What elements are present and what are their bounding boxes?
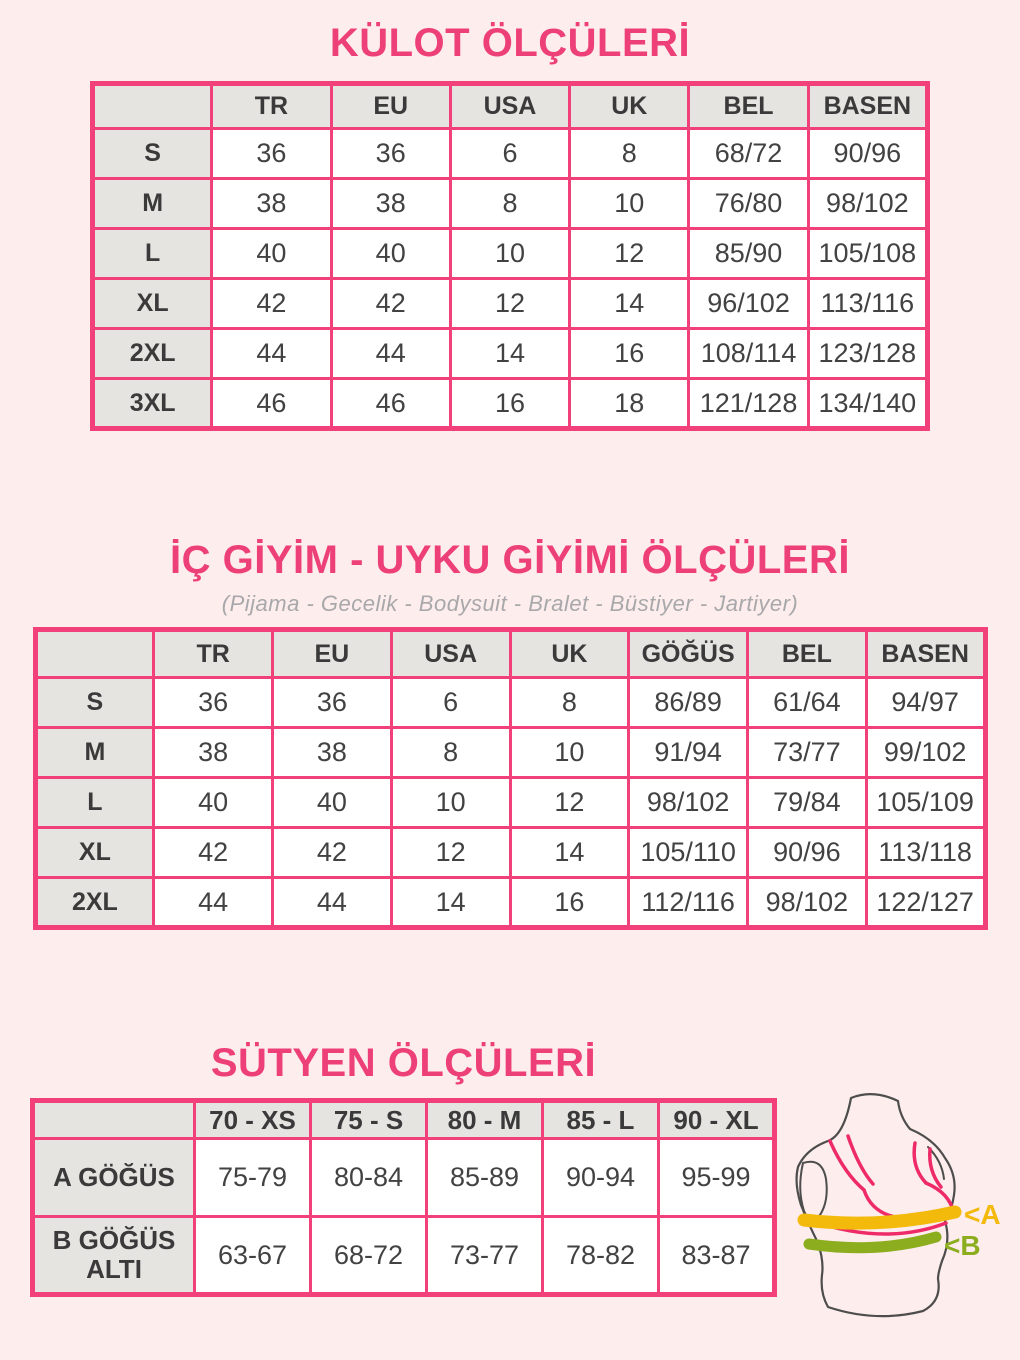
size-cell: 105/110	[629, 828, 748, 878]
column-header: GÖĞÜS	[629, 630, 748, 678]
size-cell: 12	[450, 279, 569, 329]
size-cell: 16	[570, 329, 689, 379]
sutyen-size-table	[30, 1098, 777, 1297]
size-cell: 112/116	[629, 878, 748, 928]
size-cell: 98/102	[748, 878, 867, 928]
kulot-size-table	[90, 81, 930, 431]
size-cell: 68/72	[689, 129, 808, 179]
column-header: 90 - XL	[659, 1101, 775, 1139]
column-header: BASEN	[866, 630, 985, 678]
header-row	[93, 84, 928, 129]
section-ic-giyim-olculeri	[0, 537, 1020, 930]
size-row	[33, 1139, 775, 1217]
size-cell: 90/96	[748, 828, 867, 878]
size-row	[33, 1217, 775, 1295]
size-cell: 44	[154, 878, 273, 928]
column-header: EU	[331, 84, 450, 129]
section-title-ic-giyim: İÇ GİYİM - UYKU GİYİMİ ÖLÇÜLERİ	[170, 538, 850, 582]
size-cell: 42	[154, 828, 273, 878]
size-cell: 8	[570, 129, 689, 179]
row-label: L	[35, 778, 154, 828]
row-label: XL	[35, 828, 154, 878]
size-cell: 73-77	[427, 1217, 543, 1295]
size-cell: 14	[391, 878, 510, 928]
size-cell: 68-72	[311, 1217, 427, 1295]
size-cell: 95-99	[659, 1139, 775, 1217]
size-cell: 85/90	[689, 229, 808, 279]
row-label: M	[93, 179, 212, 229]
size-cell: 96/102	[689, 279, 808, 329]
size-cell: 16	[510, 878, 629, 928]
column-header: BASEN	[808, 84, 927, 129]
size-cell: 105/108	[808, 229, 927, 279]
size-row	[35, 728, 985, 778]
size-cell: 6	[450, 129, 569, 179]
column-header: USA	[391, 630, 510, 678]
size-cell: 122/127	[866, 878, 985, 928]
column-header: EU	[273, 630, 392, 678]
size-row	[93, 279, 928, 329]
size-cell: 91/94	[629, 728, 748, 778]
bust-band-a	[804, 1212, 955, 1223]
size-cell: 10	[570, 179, 689, 229]
size-cell: 99/102	[866, 728, 985, 778]
size-cell: 38	[273, 728, 392, 778]
size-row	[35, 778, 985, 828]
size-cell: 121/128	[689, 379, 808, 429]
size-cell: 16	[450, 379, 569, 429]
column-header: USA	[450, 84, 569, 129]
size-cell: 78-82	[543, 1217, 659, 1295]
size-cell: 10	[391, 778, 510, 828]
size-cell: 38	[212, 179, 331, 229]
size-cell: 44	[212, 329, 331, 379]
size-row	[35, 828, 985, 878]
size-cell: 83-87	[659, 1217, 775, 1295]
size-cell: 90-94	[543, 1139, 659, 1217]
column-header: UK	[570, 84, 689, 129]
size-row	[93, 229, 928, 279]
row-label: S	[35, 678, 154, 728]
size-cell: 44	[331, 329, 450, 379]
row-label: S	[93, 129, 212, 179]
size-cell: 14	[450, 329, 569, 379]
size-cell: 63-67	[195, 1217, 311, 1295]
row-label: M	[35, 728, 154, 778]
size-cell: 12	[570, 229, 689, 279]
size-cell: 8	[510, 678, 629, 728]
size-cell: 46	[331, 379, 450, 429]
size-cell: 42	[273, 828, 392, 878]
size-cell: 105/109	[866, 778, 985, 828]
size-cell: 61/64	[748, 678, 867, 728]
section-title-kulot: KÜLOT ÖLÇÜLERİ	[329, 21, 691, 65]
size-cell: 40	[273, 778, 392, 828]
section-subtitle-ic-giyim: (Pijama - Gecelik - Bodysuit - Bralet - Büstiyer - Jartiyer)	[221, 591, 799, 616]
size-cell: 76/80	[689, 179, 808, 229]
corner-cell	[35, 630, 154, 678]
size-cell: 85-89	[427, 1139, 543, 1217]
size-cell: 38	[154, 728, 273, 778]
header-row	[33, 1101, 775, 1139]
row-label: 3XL	[93, 379, 212, 429]
row-label: 2XL	[93, 329, 212, 379]
row-label: 2XL	[35, 878, 154, 928]
row-label: XL	[93, 279, 212, 329]
size-cell: 80-84	[311, 1139, 427, 1217]
size-cell: 6	[391, 678, 510, 728]
column-header: 75 - S	[311, 1101, 427, 1139]
column-header: TR	[212, 84, 331, 129]
size-cell: 36	[273, 678, 392, 728]
size-row	[93, 129, 928, 179]
size-cell: 12	[510, 778, 629, 828]
header-row	[35, 630, 985, 678]
column-header: UK	[510, 630, 629, 678]
ic-giyim-size-table	[33, 627, 988, 930]
row-label: B GÖĞÜS ALTI	[33, 1217, 195, 1295]
size-cell: 98/102	[629, 778, 748, 828]
torso-outline	[797, 1094, 955, 1316]
size-cell: 42	[331, 279, 450, 329]
column-header: 80 - M	[427, 1101, 543, 1139]
corner-cell	[93, 84, 212, 129]
size-row	[35, 678, 985, 728]
size-cell: 134/140	[808, 379, 927, 429]
size-cell: 18	[570, 379, 689, 429]
bust-label-a: <A	[964, 1199, 1001, 1230]
column-header: 70 - XS	[195, 1101, 311, 1139]
size-cell: 90/96	[808, 129, 927, 179]
corner-cell	[33, 1101, 195, 1139]
size-cell: 123/128	[808, 329, 927, 379]
size-cell: 73/77	[748, 728, 867, 778]
size-cell: 108/114	[689, 329, 808, 379]
size-cell: 40	[212, 229, 331, 279]
size-cell: 113/116	[808, 279, 927, 329]
size-row	[93, 179, 928, 229]
size-cell: 98/102	[808, 179, 927, 229]
size-cell: 42	[212, 279, 331, 329]
size-cell: 36	[154, 678, 273, 728]
size-cell: 46	[212, 379, 331, 429]
section-kulot-olculeri	[0, 0, 1020, 431]
row-label: A GÖĞÜS	[33, 1139, 195, 1217]
size-cell: 12	[391, 828, 510, 878]
size-cell: 8	[450, 179, 569, 229]
section-title-sutyen: SÜTYEN ÖLÇÜLERİ	[210, 1041, 597, 1085]
size-row	[93, 329, 928, 379]
size-cell: 36	[331, 129, 450, 179]
size-cell: 36	[212, 129, 331, 179]
size-cell: 86/89	[629, 678, 748, 728]
underbust-band-b	[809, 1237, 936, 1248]
size-row	[35, 878, 985, 928]
size-cell: 44	[273, 878, 392, 928]
underbust-label-b: <B	[944, 1230, 981, 1261]
size-cell: 10	[510, 728, 629, 778]
size-cell: 75-79	[195, 1139, 311, 1217]
size-cell: 40	[331, 229, 450, 279]
column-header: 85 - L	[543, 1101, 659, 1139]
column-header: BEL	[748, 630, 867, 678]
column-header: BEL	[689, 84, 808, 129]
size-cell: 40	[154, 778, 273, 828]
size-cell: 79/84	[748, 778, 867, 828]
size-cell: 14	[510, 828, 629, 878]
size-cell: 8	[391, 728, 510, 778]
size-cell: 14	[570, 279, 689, 329]
column-header: TR	[154, 630, 273, 678]
size-cell: 10	[450, 229, 569, 279]
size-row	[93, 379, 928, 429]
bra-measurement-diagram	[776, 1083, 1012, 1357]
size-cell: 113/118	[866, 828, 985, 878]
row-label: L	[93, 229, 212, 279]
size-cell: 94/97	[866, 678, 985, 728]
size-cell: 38	[331, 179, 450, 229]
bra-diagram-svg	[776, 1083, 1012, 1357]
